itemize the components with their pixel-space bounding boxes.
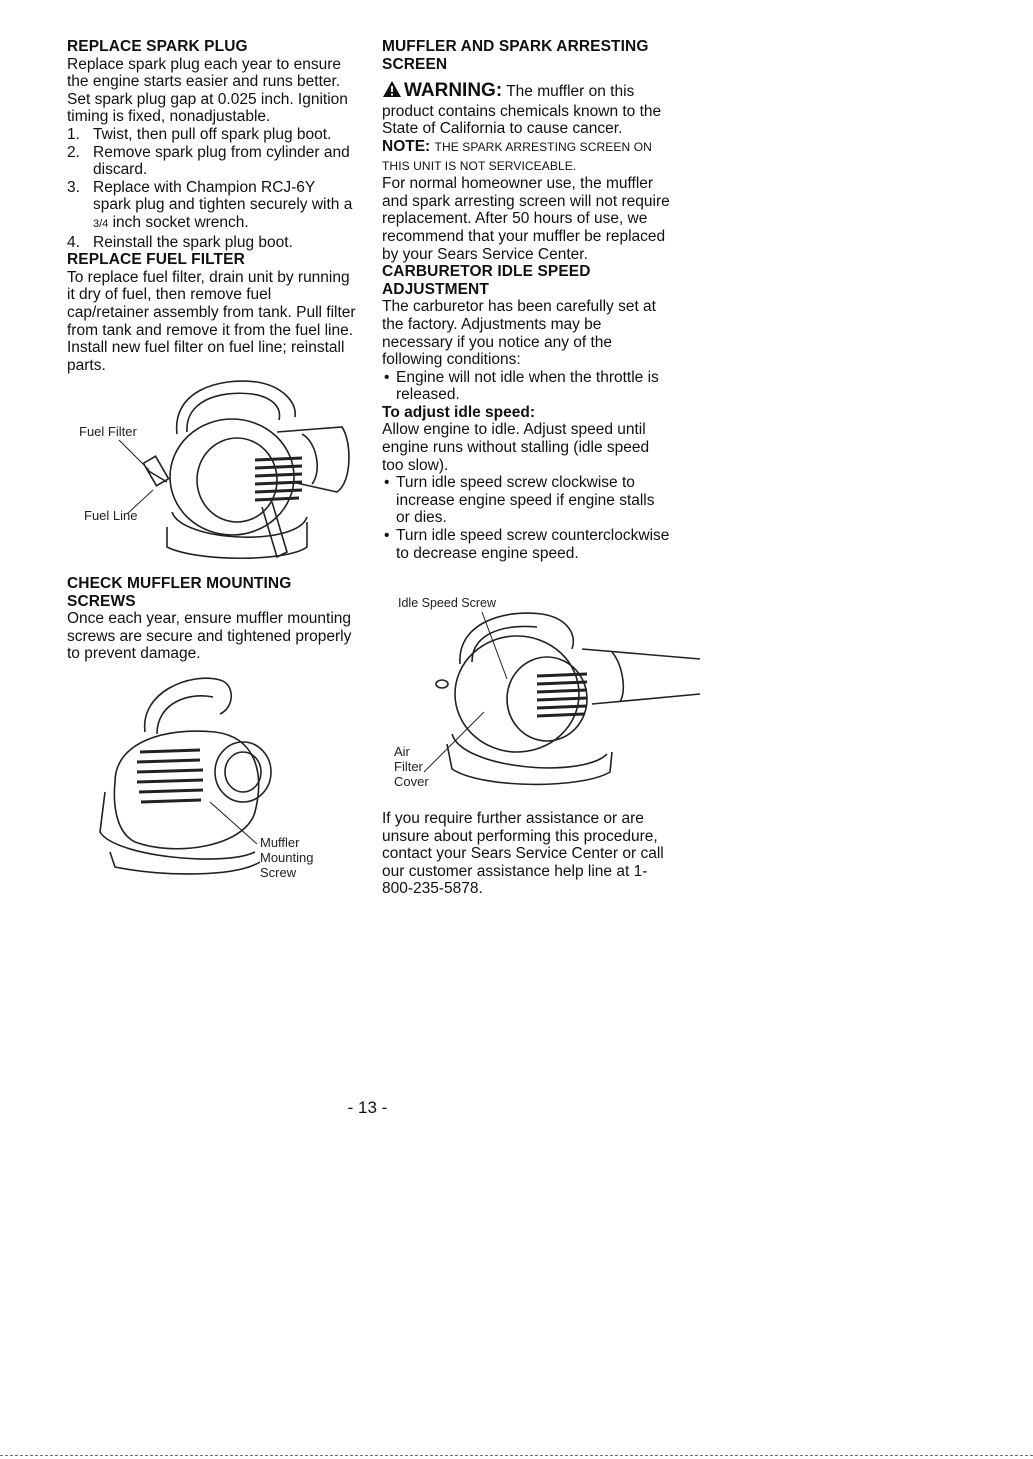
muffler-label-1: Muffler xyxy=(260,835,300,850)
step-text: Replace with Champion RCJ-6Y spark plug and tighten securely with a xyxy=(93,178,353,214)
carburetor-heading-1: CARBURETOR IDLE SPEED xyxy=(382,263,591,281)
bullet: • xyxy=(384,474,390,492)
idle-speed-screw-label: Idle Speed Screw xyxy=(398,596,496,610)
note-block xyxy=(382,138,672,175)
list-item xyxy=(382,474,672,527)
step-number: 1. xyxy=(67,125,80,143)
right-column xyxy=(382,38,672,562)
step-item xyxy=(67,234,357,252)
list-item-text: Turn idle speed screw clockwise to increase engine speed if engine stalls or dies. xyxy=(396,474,655,527)
step-item xyxy=(67,179,357,234)
step-item xyxy=(67,144,357,179)
fuel-filter-heading: REPLACE FUEL FILTER xyxy=(67,251,245,269)
warning-triangle-icon xyxy=(382,80,402,103)
idle-speed-figure xyxy=(382,594,702,794)
bullet: • xyxy=(384,368,390,386)
carburetor-body: The carburetor has been carefully set at the factory. Adjustments may be necessary if you notice any of the following conditions: xyxy=(382,298,656,369)
spark-plug-steps xyxy=(67,126,357,251)
idle-body: Allow engine to idle. Adjust speed until engine runs without stalling (idle speed too slow). xyxy=(382,421,650,474)
muffler-body: For normal homeowner use, the muffler and spark arresting screen will not require replacement. After 50 hours of use, we recommend that your muffler be replaced by your Sears Service Center. xyxy=(382,175,670,263)
list-item-text: Engine will not idle when the throttle is released. xyxy=(396,368,659,404)
step-text: Remove spark plug from cylinder and discard. xyxy=(93,143,350,179)
muffler-screw-figure xyxy=(95,672,335,887)
fuel-filter-label: Fuel Filter xyxy=(79,424,137,439)
assistance-text: If you require further assistance or are unsure about performing this procedure, contact your Sears Service Center or call our customer assistance help line at 1-800-235-5878. xyxy=(382,810,664,898)
fraction: 3/4 xyxy=(93,217,109,230)
spark-plug-heading: REPLACE SPARK PLUG xyxy=(67,38,248,55)
assistance-section xyxy=(382,810,672,898)
blower-side-illustration xyxy=(382,594,702,794)
muffler-screws-heading-1: CHECK MUFFLER MOUNTING xyxy=(67,575,292,592)
note-label: NOTE: xyxy=(382,137,431,155)
muffler-screws-body: Once each year, ensure muffler mounting screws are secure and tightened properly to prevent damage. xyxy=(67,610,352,663)
blower-illustration xyxy=(67,372,357,572)
fuel-filter-body: To replace fuel filter, drain unit by running it dry of fuel, then remove fuel cap/retainer assembly from tank. Pull filter from tank and remove it from the fuel line. Install new fuel filter on fuel line; reinstall parts. xyxy=(67,268,356,374)
warning-text: The muffler on this product contains chemicals known to the State of California to cause cancer. xyxy=(382,83,662,138)
muffler-label-3: Screw xyxy=(260,865,297,880)
warning-block xyxy=(382,80,672,138)
step-item xyxy=(67,126,357,144)
spark-plug-intro: Replace spark plug each year to ensure the engine starts easier and runs better. Set spark plug gap at 0.025 inch. Ignition timing is fixed, nonadjustable. xyxy=(67,55,348,126)
step-number: 2. xyxy=(67,143,80,161)
muffler-heading-2: SCREEN xyxy=(382,55,448,73)
air-filter-label-3: Cover xyxy=(394,774,429,789)
fuel-line-label: Fuel Line xyxy=(84,508,138,523)
muffler-heading-1: MUFFLER AND SPARK ARRESTING xyxy=(382,38,649,55)
left-column xyxy=(67,38,357,374)
step-text: inch socket wrench. xyxy=(112,213,249,231)
conditions-list xyxy=(382,369,672,404)
list-item xyxy=(382,369,672,404)
note-text: THE SPARK ARRESTING SCREEN ON THIS UNIT IS NOT SERVICEABLE. xyxy=(382,139,652,173)
list-item xyxy=(382,527,672,562)
bullet: • xyxy=(384,527,390,545)
air-filter-label-2: Filter xyxy=(394,759,423,774)
idle-steps-list xyxy=(382,474,672,562)
step-text: Reinstall the spark plug boot. xyxy=(93,233,293,251)
muffler-screws-section xyxy=(67,575,357,663)
idle-subheading: To adjust idle speed: xyxy=(382,403,536,421)
muffler-screws-heading-2: SCREWS xyxy=(67,592,136,610)
step-number: 4. xyxy=(67,233,80,251)
muffler-label-2: Mounting xyxy=(260,850,314,865)
page-number: - 13 - xyxy=(347,1098,388,1117)
warning-label: WARNING: xyxy=(404,80,503,102)
carburetor-heading-2: ADJUSTMENT xyxy=(382,280,489,298)
air-filter-label-1: Air xyxy=(394,744,410,759)
page-edge-rule xyxy=(0,1455,1033,1456)
step-text: Twist, then pull off spark plug boot. xyxy=(93,125,332,143)
step-number: 3. xyxy=(67,178,80,196)
fuel-filter-figure xyxy=(67,372,357,572)
list-item-text: Turn idle speed screw counterclockwise to decrease engine speed. xyxy=(396,527,670,562)
